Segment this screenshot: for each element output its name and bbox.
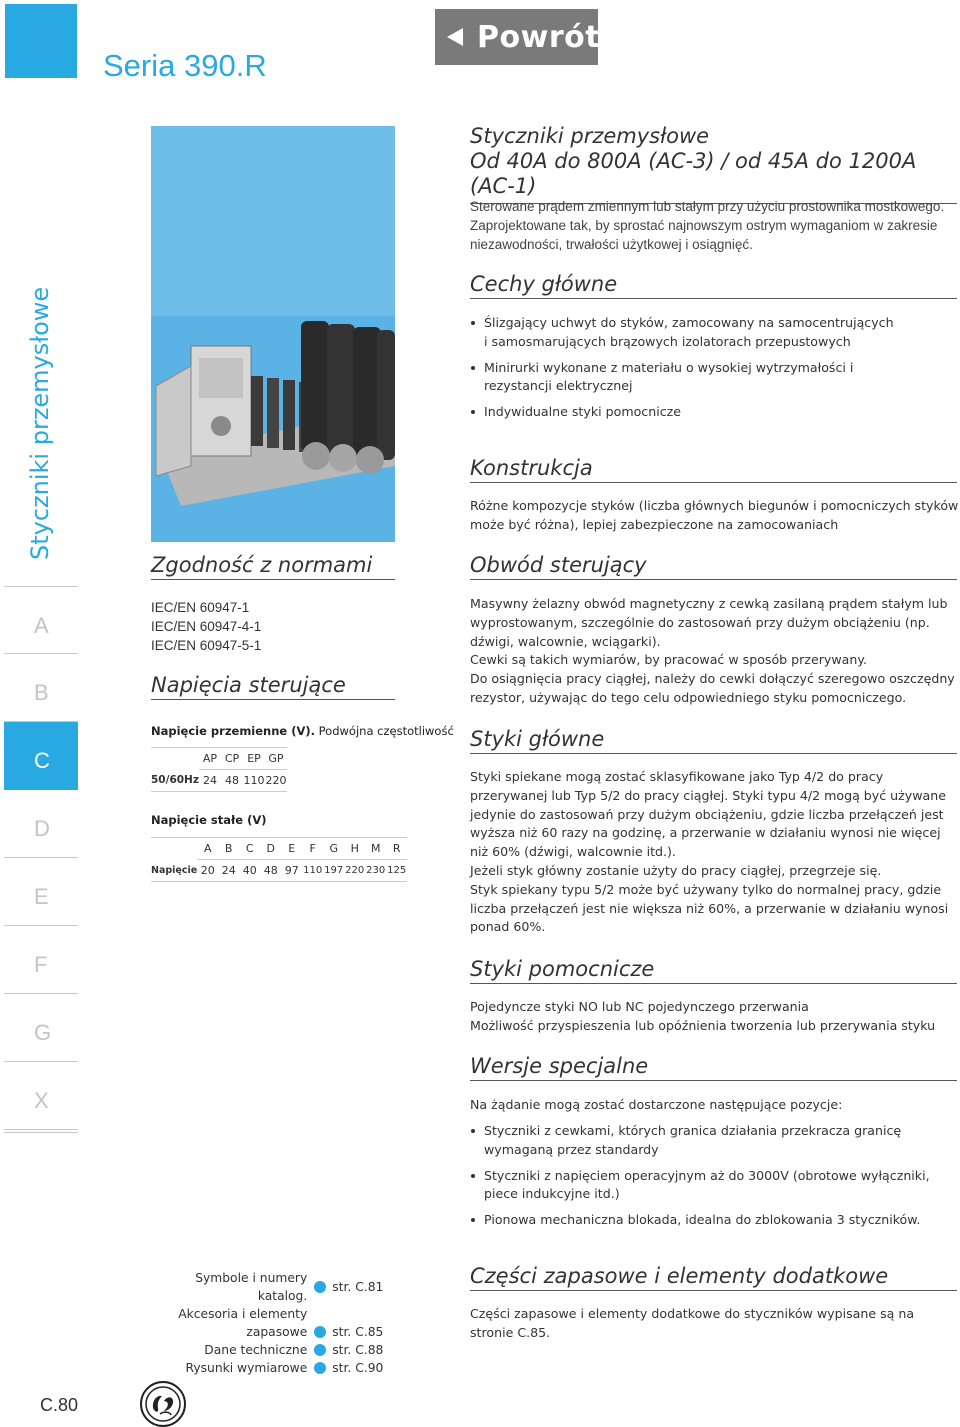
table-cell: 24 [218, 860, 239, 882]
sidebar-letter: G [34, 1020, 52, 1045]
sidebar-letter: B [34, 680, 49, 705]
wersje-heading: Wersje specjalne [470, 1054, 957, 1081]
dc-voltage-label: Napięcie stałe (V) [151, 813, 267, 827]
ac-voltage-label-bold: Napięcie przemienne (V). [151, 724, 315, 738]
sidebar-item-d[interactable] [4, 790, 78, 858]
table-header-cell: H [344, 838, 365, 860]
main-title-line1: Styczniki przemysłowe [470, 124, 710, 148]
sidebar-item-e[interactable] [4, 858, 78, 926]
list-item: Ślizgający uchwyt do styków, zamocowany na samocentrujących i samosmarujących brązowych izolatorach przepustowych [470, 314, 900, 352]
link-page: str. C.90 [332, 1361, 384, 1375]
wersje-intro: Na żądanie mogą zostać dostarczone następujące pozycje: [470, 1097, 843, 1112]
table-cell: 40 [239, 860, 260, 882]
table-header-cell: EP [243, 748, 265, 770]
table-cell: 97 [281, 860, 302, 882]
main-title [470, 124, 957, 204]
cechy-heading: Cechy główne [470, 272, 957, 299]
reference-links [150, 1269, 390, 1377]
styki-pomocnicze-heading: Styki pomocnicze [470, 957, 957, 984]
table-header-cell: B [218, 838, 239, 860]
table-cell: 220 [265, 770, 287, 792]
list-item: Styczniki z napięciem operacyjnym aż do 3000V (obrotowe wyłączniki, piece indukcyjne itd.) [470, 1167, 930, 1205]
wersje-list [470, 1122, 930, 1237]
link-dane[interactable] [150, 1341, 390, 1359]
link-page: str. C.85 [332, 1325, 384, 1339]
table-cell: 197 [323, 860, 344, 882]
table-header-cell: E [281, 838, 302, 860]
cechy-list [470, 314, 900, 429]
table-cell: 125 [386, 860, 407, 882]
table-header-cell: GP [265, 748, 287, 770]
table-header-row [151, 748, 287, 770]
table-row [151, 860, 407, 882]
link-label: Dane techniczne [204, 1343, 308, 1357]
table-row-label: Napięcie [151, 860, 197, 882]
sidebar-letter: X [34, 1088, 49, 1113]
back-button[interactable] [435, 9, 601, 65]
table-header-cell: CP [221, 748, 243, 770]
sidebar-title: Styczniki przemysłowe [26, 286, 54, 560]
sidebar-item-a[interactable] [4, 586, 78, 654]
table-header-cell: D [260, 838, 281, 860]
link-label: Rysunki wymiarowe [185, 1361, 308, 1375]
table-cell: 48 [260, 860, 281, 882]
table-row [151, 770, 287, 792]
ac-voltage-label [151, 724, 454, 738]
table-corner [151, 838, 197, 860]
czesci-heading: Części zapasowe i elementy dodatkowe [470, 1264, 957, 1291]
konstrukcja-text: Różne kompozycje styków (liczba głównych biegunów i pomocniczych styków może być różna), lepiej zabezpieczone na zamocowaniach [470, 498, 959, 532]
table-header-cell: F [302, 838, 323, 860]
link-label: Akcesoria i elementy [178, 1307, 308, 1321]
konstrukcja-heading: Konstrukcja [470, 456, 957, 483]
sidebar-letter: C [34, 748, 50, 773]
table-header-cell: G [323, 838, 344, 860]
norm-item: IEC/EN 60947-4-1 [151, 619, 262, 634]
styki-glowne-heading: Styki główne [470, 727, 957, 754]
back-arrow-icon [447, 28, 463, 46]
ac-voltage-label-rest: Podwójna częstotliwość [315, 724, 454, 738]
norm-item: IEC/EN 60947-1 [151, 600, 250, 615]
sidebar-item-c[interactable] [4, 722, 78, 790]
bullet-dot-icon [314, 1344, 326, 1356]
link-akcesoria-line1[interactable] [150, 1305, 390, 1323]
table-cell: 20 [197, 860, 218, 882]
table-header-cell: AP [199, 748, 221, 770]
sidebar-letter: D [34, 816, 50, 841]
sidebar-item-x[interactable] [4, 1062, 78, 1130]
table-cell: 220 [344, 860, 365, 882]
link-akcesoria[interactable] [150, 1323, 390, 1341]
main-title-line2: Od 40A do 800A (AC-3) / od 45A do 1200A (AC-1) [470, 149, 917, 198]
table-corner [151, 748, 199, 770]
obwod-text: Masywny żelazny obwód magnetyczny z cewką zasilaną prądem stałym lub wyprostowanym, szczególnie do zastosowań przy dużym obciążeniu (np. dźwigi, walcownie, wciągarki). Cewki są takich wymiarów, by pracować w sposób przerywany. Do osiągnięcia pracy ciągłej, należy do cewki dołączyć szeregowo oszczędny rezystor, używając do tego celu odpowiedniego styku pomocniczego. [470, 596, 955, 705]
intro-text: Sterowane prądem zmiennym lub stałym przy użyciu prostownika mostkowego. Zaprojektowane tak, by sprostać najnowszym ostrym wymaganiom w zakresie niezawodności, trwałości użytkowej i osiągnięć. [470, 199, 945, 252]
link-symbole[interactable] [150, 1269, 390, 1305]
link-page: str. C.81 [332, 1280, 384, 1294]
table-cell: 24 [199, 770, 221, 792]
table-row-label: 50/60Hz [151, 770, 199, 792]
table-cell: 110 [243, 770, 265, 792]
back-button-label: Powrót [477, 19, 601, 55]
norm-item: IEC/EN 60947-5-1 [151, 638, 262, 653]
table-header-cell: R [386, 838, 407, 860]
link-page: str. C.88 [332, 1343, 384, 1357]
list-item: Styczniki z cewkami, których granica działania przekracza granicę wymaganą przez standardy [470, 1122, 930, 1160]
list-item: Pionowa mechaniczna blokada, idealna do zblokowania 3 styczników. [470, 1211, 930, 1230]
sidebar-letter: E [34, 884, 49, 909]
list-item: Minirurki wykonane z materiału o wysokiej wytrzymałości i rezystancji elektrycznej [470, 359, 900, 397]
sidebar-item-f[interactable] [4, 926, 78, 994]
page-number: C.80 [40, 1395, 79, 1415]
link-label: zapasowe [246, 1325, 308, 1339]
sidebar-item-b[interactable] [4, 654, 78, 722]
sidebar-divider [4, 1132, 78, 1133]
link-rysunki[interactable] [150, 1359, 390, 1377]
styki-glowne-text: Styki spiekane mogą zostać sklasyfikowane jako Typ 4/2 do pracy przerywanej lub Typ 5/2 do pracy ciągłej. Styki typu 4/2 mogą być używane jedynie do zastosowań przy dużym obciążeniu, gdzie liczba przełączeń jest wyższa niż 60 razy na godzinę, a przerwanie w działaniu wynosi nie więcej niż 60% (dźwigi, walcownie itd.). Jeżeli styk główny zostanie użyty do pracy ciągłej, przegrzeje się. Styk spiekany typu 5/2 może być używany tylko do normalnej pracy, gdzie liczba przełączeń jest nie większa niż 60%, a przerwanie w działaniu wynosi ponad 60%. [470, 769, 949, 935]
napiecia-heading: Napięcia sterujące [151, 673, 395, 700]
bullet-dot-icon [314, 1281, 326, 1293]
normy-heading: Zgodność z normami [151, 553, 395, 580]
obwod-heading: Obwód sterujący [470, 553, 957, 580]
czesci-text: Części zapasowe i elementy dodatkowe do styczników wypisane są na stronie C.85. [470, 1306, 915, 1340]
styki-pomocnicze-text: Pojedyncze styki NO lub NC pojedynczego przerwania Możliwość przyspieszenia lub opóźnienia tworzenia lub przerywania styku [470, 999, 936, 1033]
series-title: Seria 390.R [103, 48, 267, 83]
list-item: Indywidualne styki pomocnicze [470, 403, 900, 422]
sidebar-item-g[interactable] [4, 994, 78, 1062]
link-label: Symbole i numery katalog. [195, 1271, 308, 1303]
ac-voltage-table [151, 747, 287, 792]
bullet-dot-icon [314, 1326, 326, 1338]
product-photo [151, 126, 395, 542]
normy-list [151, 598, 261, 655]
table-header-cell: C [239, 838, 260, 860]
dc-voltage-table [151, 837, 407, 882]
bullet-dot-icon [314, 1362, 326, 1374]
table-cell: 110 [302, 860, 323, 882]
table-cell: 230 [365, 860, 386, 882]
table-header-row [151, 838, 407, 860]
sidebar-letter: F [34, 952, 48, 977]
table-header-cell: M [365, 838, 386, 860]
contactor-illustration [151, 126, 395, 542]
sidebar-letter: A [34, 613, 49, 638]
table-cell: 48 [221, 770, 243, 792]
ge-logo-icon [140, 1381, 186, 1427]
table-header-cell: A [197, 838, 218, 860]
